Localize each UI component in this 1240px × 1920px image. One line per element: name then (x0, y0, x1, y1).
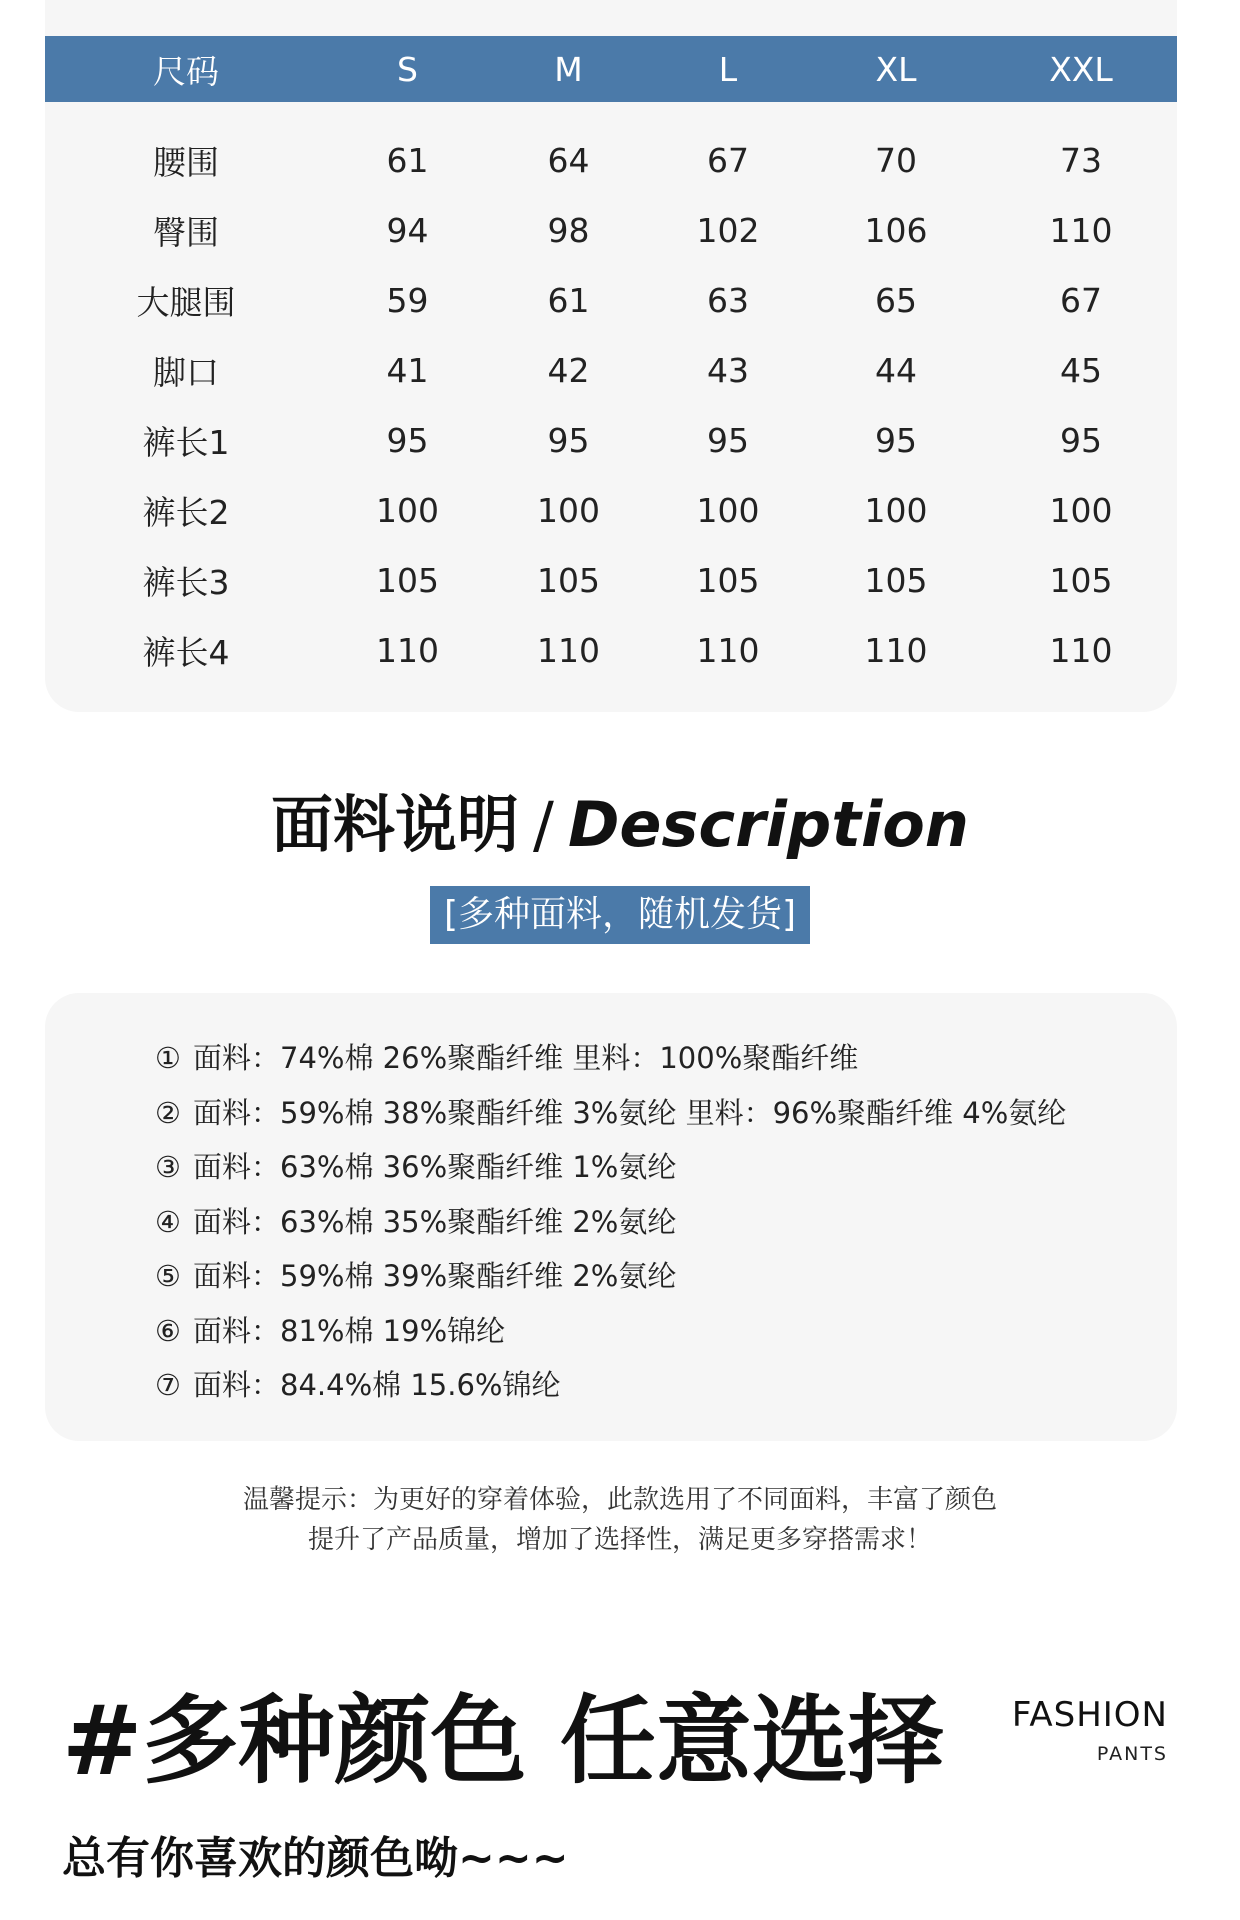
size-cell: 65 (875, 280, 917, 320)
size-cell: 100 (696, 490, 760, 530)
header-size-label: 尺码 (153, 51, 219, 91)
size-cell: 44 (875, 350, 917, 390)
fabric-item (155, 1031, 1066, 1086)
size-cell: 105 (696, 560, 760, 600)
size-cell: 42 (547, 350, 590, 390)
size-row-label: 大腿围 (136, 282, 236, 322)
size-cell: 105 (537, 560, 600, 600)
fabric-item-text: 面料：84.4%棉 15.6%锦纶 (193, 1368, 561, 1402)
size-cell: 100 (376, 490, 439, 530)
fabric-item-text: 面料：74%棉 26%聚酯纤维 里料：100%聚酯纤维 (193, 1041, 859, 1075)
size-cell: 67 (1060, 280, 1102, 320)
fabric-item (155, 1086, 1066, 1141)
fabric-item (155, 1358, 1066, 1413)
size-cell: 110 (1049, 630, 1113, 670)
size-row-label: 脚口 (153, 352, 219, 392)
size-cell: 110 (376, 630, 439, 670)
size-cell: 95 (707, 420, 749, 460)
description-title-separator: / (533, 788, 554, 861)
fabric-list (155, 1031, 1066, 1413)
size-cell: 102 (696, 210, 760, 250)
fashion-pants-logo (1012, 1695, 1168, 1765)
size-cell: 100 (864, 490, 928, 530)
fabric-item-text: 面料：59%棉 38%聚酯纤维 3%氨纶 里料：96%聚酯纤维 4%氨纶 (193, 1095, 1067, 1130)
tips-block (0, 1480, 1240, 1560)
size-cell: 110 (1049, 210, 1113, 250)
fabric-item-text: 面料：59%棉 39%聚酯纤维 2%氨纶 (193, 1259, 677, 1293)
fabric-item-text: 面料：63%棉 35%聚酯纤维 2%氨纶 (193, 1204, 677, 1239)
fabric-item-number: ② (155, 1095, 181, 1130)
size-cell: 110 (537, 630, 600, 670)
size-table-row (45, 195, 1177, 265)
size-table-row (45, 615, 1177, 685)
fabric-item (155, 1140, 1066, 1195)
size-cell: 105 (376, 560, 439, 600)
fabric-item-number: ① (155, 1041, 181, 1075)
fabric-item (155, 1195, 1066, 1250)
header-s: S (397, 49, 418, 89)
size-row-label: 裤长1 (142, 422, 230, 462)
size-cell: 106 (864, 210, 928, 250)
size-cell: 110 (864, 630, 928, 670)
size-row-label: 裤长3 (142, 562, 230, 602)
fabric-item (155, 1304, 1066, 1359)
size-cell: 43 (707, 350, 749, 390)
size-cell: 41 (386, 350, 429, 390)
size-table-row (45, 405, 1177, 475)
size-chart-header (45, 36, 1177, 102)
fabric-item-number: ③ (155, 1150, 181, 1184)
description-title-cn: 面料说明 (271, 788, 520, 861)
size-row-label: 裤长2 (142, 492, 230, 532)
size-row-label: 臀围 (153, 212, 219, 252)
header-l: L (718, 49, 738, 89)
size-cell: 98 (547, 210, 590, 250)
tips-line-1: 温馨提示：为更好的穿着体验，此款选用了不同面料，丰富了颜色 (242, 1485, 997, 1515)
description-title (0, 775, 1240, 864)
size-table-row (45, 265, 1177, 335)
description-title-en: Description (567, 788, 969, 861)
fabric-card (45, 993, 1177, 1441)
fabric-item-number: ⑦ (155, 1368, 181, 1402)
pants-label: PANTS (1096, 1743, 1168, 1765)
size-table-row (45, 545, 1177, 615)
size-cell: 61 (547, 280, 590, 320)
tips-line-2: 提升了产品质量，增加了选择性，满足更多穿搭需求！ (307, 1525, 932, 1555)
fabric-item-number: ⑤ (155, 1259, 181, 1293)
size-cell: 59 (386, 280, 429, 320)
fashion-label: FASHION (1011, 1695, 1168, 1735)
size-table-row (45, 335, 1177, 405)
header-xxl: XXL (1049, 49, 1113, 89)
fabric-item-text: 面料：81%棉 19%锦纶 (193, 1313, 506, 1348)
size-cell: 105 (1049, 560, 1113, 600)
size-cell: 95 (386, 420, 429, 460)
size-row-label: 腰围 (153, 142, 219, 182)
header-m: M (554, 49, 583, 89)
size-cell: 95 (547, 420, 590, 460)
size-cell: 64 (547, 140, 590, 180)
size-cell: 95 (1060, 420, 1102, 460)
size-cell: 105 (864, 560, 928, 600)
size-cell: 61 (386, 140, 429, 180)
size-row-label: 裤长4 (142, 632, 230, 672)
size-chart-body (45, 125, 1177, 685)
size-cell: 73 (1060, 140, 1102, 180)
badge-wrap (0, 886, 1240, 944)
size-table-row (45, 475, 1177, 545)
size-chart-card (45, 0, 1177, 712)
header-xl: XL (875, 49, 917, 89)
fabric-item-text: 面料：63%棉 36%聚酯纤维 1%氨纶 (193, 1150, 677, 1184)
colors-title: #多种颜色 任意选择 (62, 1685, 944, 1797)
size-cell: 63 (707, 280, 749, 320)
size-cell: 70 (875, 140, 917, 180)
fabric-item-number: ⑥ (155, 1313, 181, 1348)
size-cell: 100 (1049, 490, 1113, 530)
size-cell: 67 (707, 140, 749, 180)
size-cell: 100 (537, 490, 600, 530)
fabric-item (155, 1249, 1066, 1304)
size-table-row (45, 125, 1177, 195)
random-fabric-badge: [多种面料，随机发货] (430, 886, 810, 944)
size-cell: 94 (386, 210, 429, 250)
size-cell: 95 (875, 420, 917, 460)
colors-subtitle: 总有你喜欢的颜色呦~~~ (62, 1833, 569, 1884)
size-cell: 45 (1060, 350, 1102, 390)
size-cell: 110 (696, 630, 760, 670)
fabric-item-number: ④ (155, 1204, 181, 1239)
